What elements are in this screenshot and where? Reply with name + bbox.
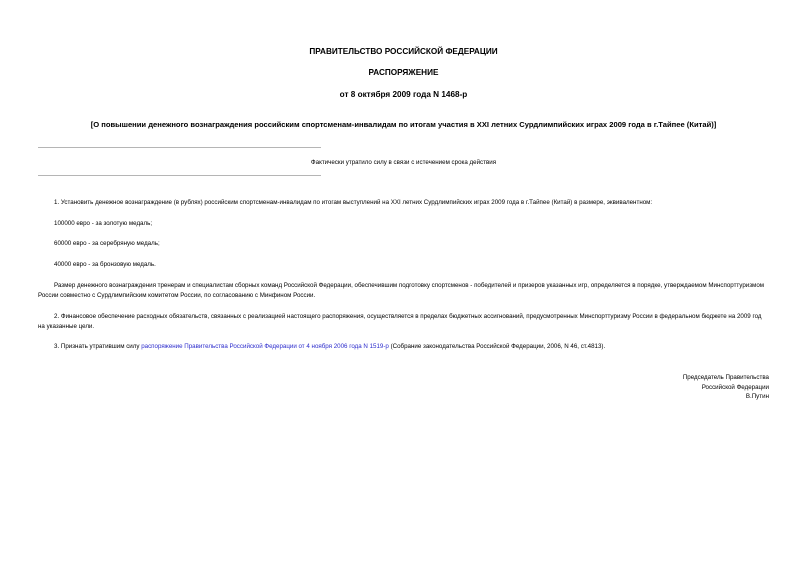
divider-top bbox=[38, 147, 321, 148]
divider-bottom bbox=[38, 175, 321, 176]
document-type-heading: РАСПОРЯЖЕНИЕ bbox=[368, 68, 439, 77]
document-date-number: от 8 октября 2009 года N 1468-р bbox=[339, 90, 468, 99]
paragraph-3-end: (Собрание законодательства Российской Федерации, 2006, N 46, ст.4813). bbox=[388, 343, 606, 350]
paragraph-3 bbox=[38, 342, 768, 352]
paragraph-3-start: 3. Признать утратившим силу bbox=[54, 343, 142, 350]
award-bronze: 40000 евро - за бронзовую медаль. bbox=[54, 261, 156, 268]
award-silver: 60000 евро - за серебряную медаль; bbox=[54, 240, 160, 247]
award-gold: 100000 евро - за золотую медаль; bbox=[54, 220, 153, 227]
signature-position-line2: Российской Федерации bbox=[701, 383, 769, 391]
paragraph-coaches: Размер денежного вознаграждения тренерам и специалистам сборных команд Российской Федерации, обеспечившим подготовку спортсменов - победителей и призеров указанных игр, определяется в порядке, утверждаемом Минспорттуризмом России совместно с Сурдлимпийским комитетом России, по согласованию с Минфином России. bbox=[38, 282, 765, 299]
signature-name: В.Путин bbox=[745, 393, 769, 400]
signature-block bbox=[569, 373, 769, 402]
repealed-order-link[interactable]: распоряжение Правительства Российской Федерации от 4 ноября 2006 года N 1519-р bbox=[141, 343, 389, 350]
paragraph-1: 1. Установить денежное вознаграждение (в рублях) российским спортсменам-инвалидам по итогам выступлений на XXI летних Сурдлимпийских играх 2009 года в г.Тайпее (Китай) в размере, эквивалентном: bbox=[54, 199, 653, 206]
government-heading: ПРАВИТЕЛЬСТВО РОССИЙСКОЙ ФЕДЕРАЦИИ bbox=[309, 47, 498, 56]
status-note: Фактически утратило силу в связи с истечением срока действия bbox=[310, 159, 497, 166]
paragraph-2: 2. Финансовое обеспечение расходных обязательств, связанных с реализацией настоящего распоряжения, осуществляется в пределах бюджетных ассигнований, предусмотренных Минспорттуризму России в федеральном бюджете на 2009 год на указанные цели. bbox=[38, 313, 762, 330]
signature-position-line1: Председатель Правительства bbox=[682, 374, 769, 381]
document-title: [О повышении денежного вознаграждения российским спортсменам-инвалидам по итогам участия в XXI летних Сурдлимпийских играх 2009 года в г.Тайпее (Китай)] bbox=[90, 120, 717, 129]
